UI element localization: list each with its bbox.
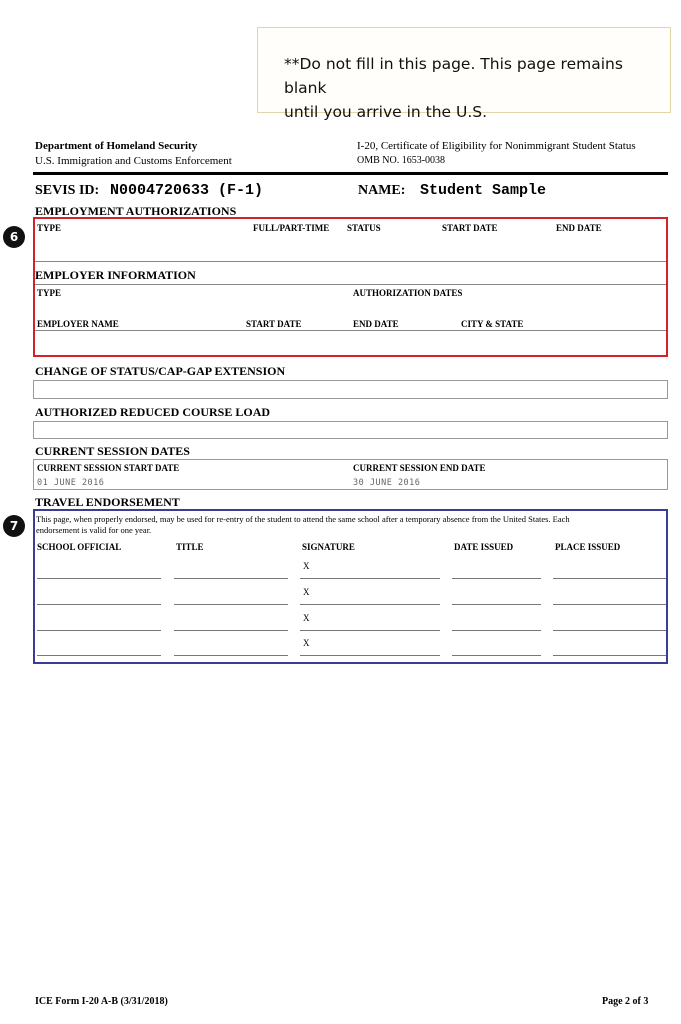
reduced-load-title: AUTHORIZED REDUCED COURSE LOAD bbox=[35, 405, 271, 419]
signature-x: X bbox=[303, 613, 310, 623]
emp-col-end: END DATE bbox=[556, 223, 602, 233]
emp-col-full-part: FULL/PART-TIME bbox=[253, 223, 330, 233]
travel-col-date: DATE ISSUED bbox=[454, 542, 514, 552]
place-line[interactable] bbox=[553, 655, 666, 656]
notice-line-1: **Do not fill in this page. This page remains blank bbox=[284, 55, 623, 97]
official-line[interactable] bbox=[37, 630, 161, 631]
signature-line[interactable] bbox=[300, 604, 440, 605]
travel-col-title: TITLE bbox=[176, 542, 204, 552]
session-start-label: CURRENT SESSION START DATE bbox=[37, 463, 180, 473]
employer-col-end: END DATE bbox=[353, 319, 399, 329]
official-line[interactable] bbox=[37, 578, 161, 579]
form-title: I-20, Certificate of Eligibility for Nonimmigrant Student Status bbox=[357, 140, 636, 152]
employer-col-auth-dates: AUTHORIZATION DATES bbox=[353, 288, 463, 298]
signature-line[interactable] bbox=[300, 578, 440, 579]
change-status-title: CHANGE OF STATUS/CAP-GAP EXTENSION bbox=[35, 364, 286, 378]
signature-x: X bbox=[303, 561, 310, 571]
name-label: NAME: bbox=[358, 183, 406, 198]
travel-description-line-2: endorsement is valid for one year. bbox=[36, 525, 152, 535]
session-title: CURRENT SESSION DATES bbox=[35, 444, 190, 458]
travel-description-line-1: This page, when properly endorsed, may be used for re-entry of the student to attend the same school after a temporary absence from the United States. Each bbox=[36, 514, 570, 524]
official-line[interactable] bbox=[37, 604, 161, 605]
employer-col-type: TYPE bbox=[37, 288, 62, 298]
sub-agency-name: U.S. Immigration and Customs Enforcement bbox=[35, 155, 232, 167]
official-line[interactable] bbox=[37, 655, 161, 656]
session-start-value: 01 JUNE 2016 bbox=[37, 478, 105, 488]
employer-col-city-state: CITY & STATE bbox=[461, 319, 524, 329]
change-status-field bbox=[33, 380, 668, 399]
emp-row-line bbox=[35, 261, 666, 262]
employer-title-line bbox=[35, 284, 666, 285]
travel-description bbox=[36, 514, 664, 536]
title-line[interactable] bbox=[174, 578, 288, 579]
session-end-label: CURRENT SESSION END DATE bbox=[353, 463, 486, 473]
signature-line[interactable] bbox=[300, 630, 440, 631]
place-line[interactable] bbox=[553, 604, 666, 605]
travel-col-signature: SIGNATURE bbox=[302, 542, 355, 552]
sevis-label: SEVIS ID: bbox=[35, 183, 100, 198]
student-name-value: Student Sample bbox=[420, 182, 547, 199]
title-line[interactable] bbox=[174, 604, 288, 605]
emp-col-type: TYPE bbox=[37, 223, 62, 233]
omb-number: OMB NO. 1653-0038 bbox=[357, 155, 446, 166]
date-line[interactable] bbox=[452, 604, 541, 605]
travel-title: TRAVEL ENDORSEMENT bbox=[35, 495, 180, 509]
marker-6: 6 bbox=[3, 226, 25, 248]
footer-form-id: ICE Form I-20 A-B (3/31/2018) bbox=[35, 996, 168, 1007]
notice-line-2: until you arrive in the U.S. bbox=[284, 103, 488, 121]
emp-col-start: START DATE bbox=[442, 223, 498, 233]
place-line[interactable] bbox=[553, 578, 666, 579]
employer-col-name: EMPLOYER NAME bbox=[37, 319, 119, 329]
sevis-id-value: N0004720633 (F-1) bbox=[110, 182, 264, 199]
session-end-value: 30 JUNE 2016 bbox=[353, 478, 421, 488]
emp-col-status: STATUS bbox=[347, 223, 381, 233]
signature-x: X bbox=[303, 587, 310, 597]
title-line[interactable] bbox=[174, 655, 288, 656]
place-line[interactable] bbox=[553, 630, 666, 631]
signature-x: X bbox=[303, 638, 310, 648]
employer-row-line bbox=[35, 330, 666, 331]
title-line[interactable] bbox=[174, 630, 288, 631]
agency-name: Department of Homeland Security bbox=[35, 140, 198, 152]
marker-7: 7 bbox=[3, 515, 25, 537]
employer-col-start: START DATE bbox=[246, 319, 302, 329]
employment-highlight-box bbox=[33, 217, 668, 357]
date-line[interactable] bbox=[452, 630, 541, 631]
employer-section-title: EMPLOYER INFORMATION bbox=[35, 268, 196, 282]
travel-col-place: PLACE ISSUED bbox=[555, 542, 621, 552]
date-line[interactable] bbox=[452, 578, 541, 579]
notice-box bbox=[257, 27, 671, 121]
header-rule bbox=[33, 172, 668, 175]
travel-col-official: SCHOOL OFFICIAL bbox=[37, 542, 122, 552]
footer-page-number: Page 2 of 3 bbox=[602, 996, 649, 1007]
reduced-load-field bbox=[33, 421, 668, 439]
employment-section-title: EMPLOYMENT AUTHORIZATIONS bbox=[35, 204, 237, 218]
signature-line[interactable] bbox=[300, 655, 440, 656]
date-line[interactable] bbox=[452, 655, 541, 656]
